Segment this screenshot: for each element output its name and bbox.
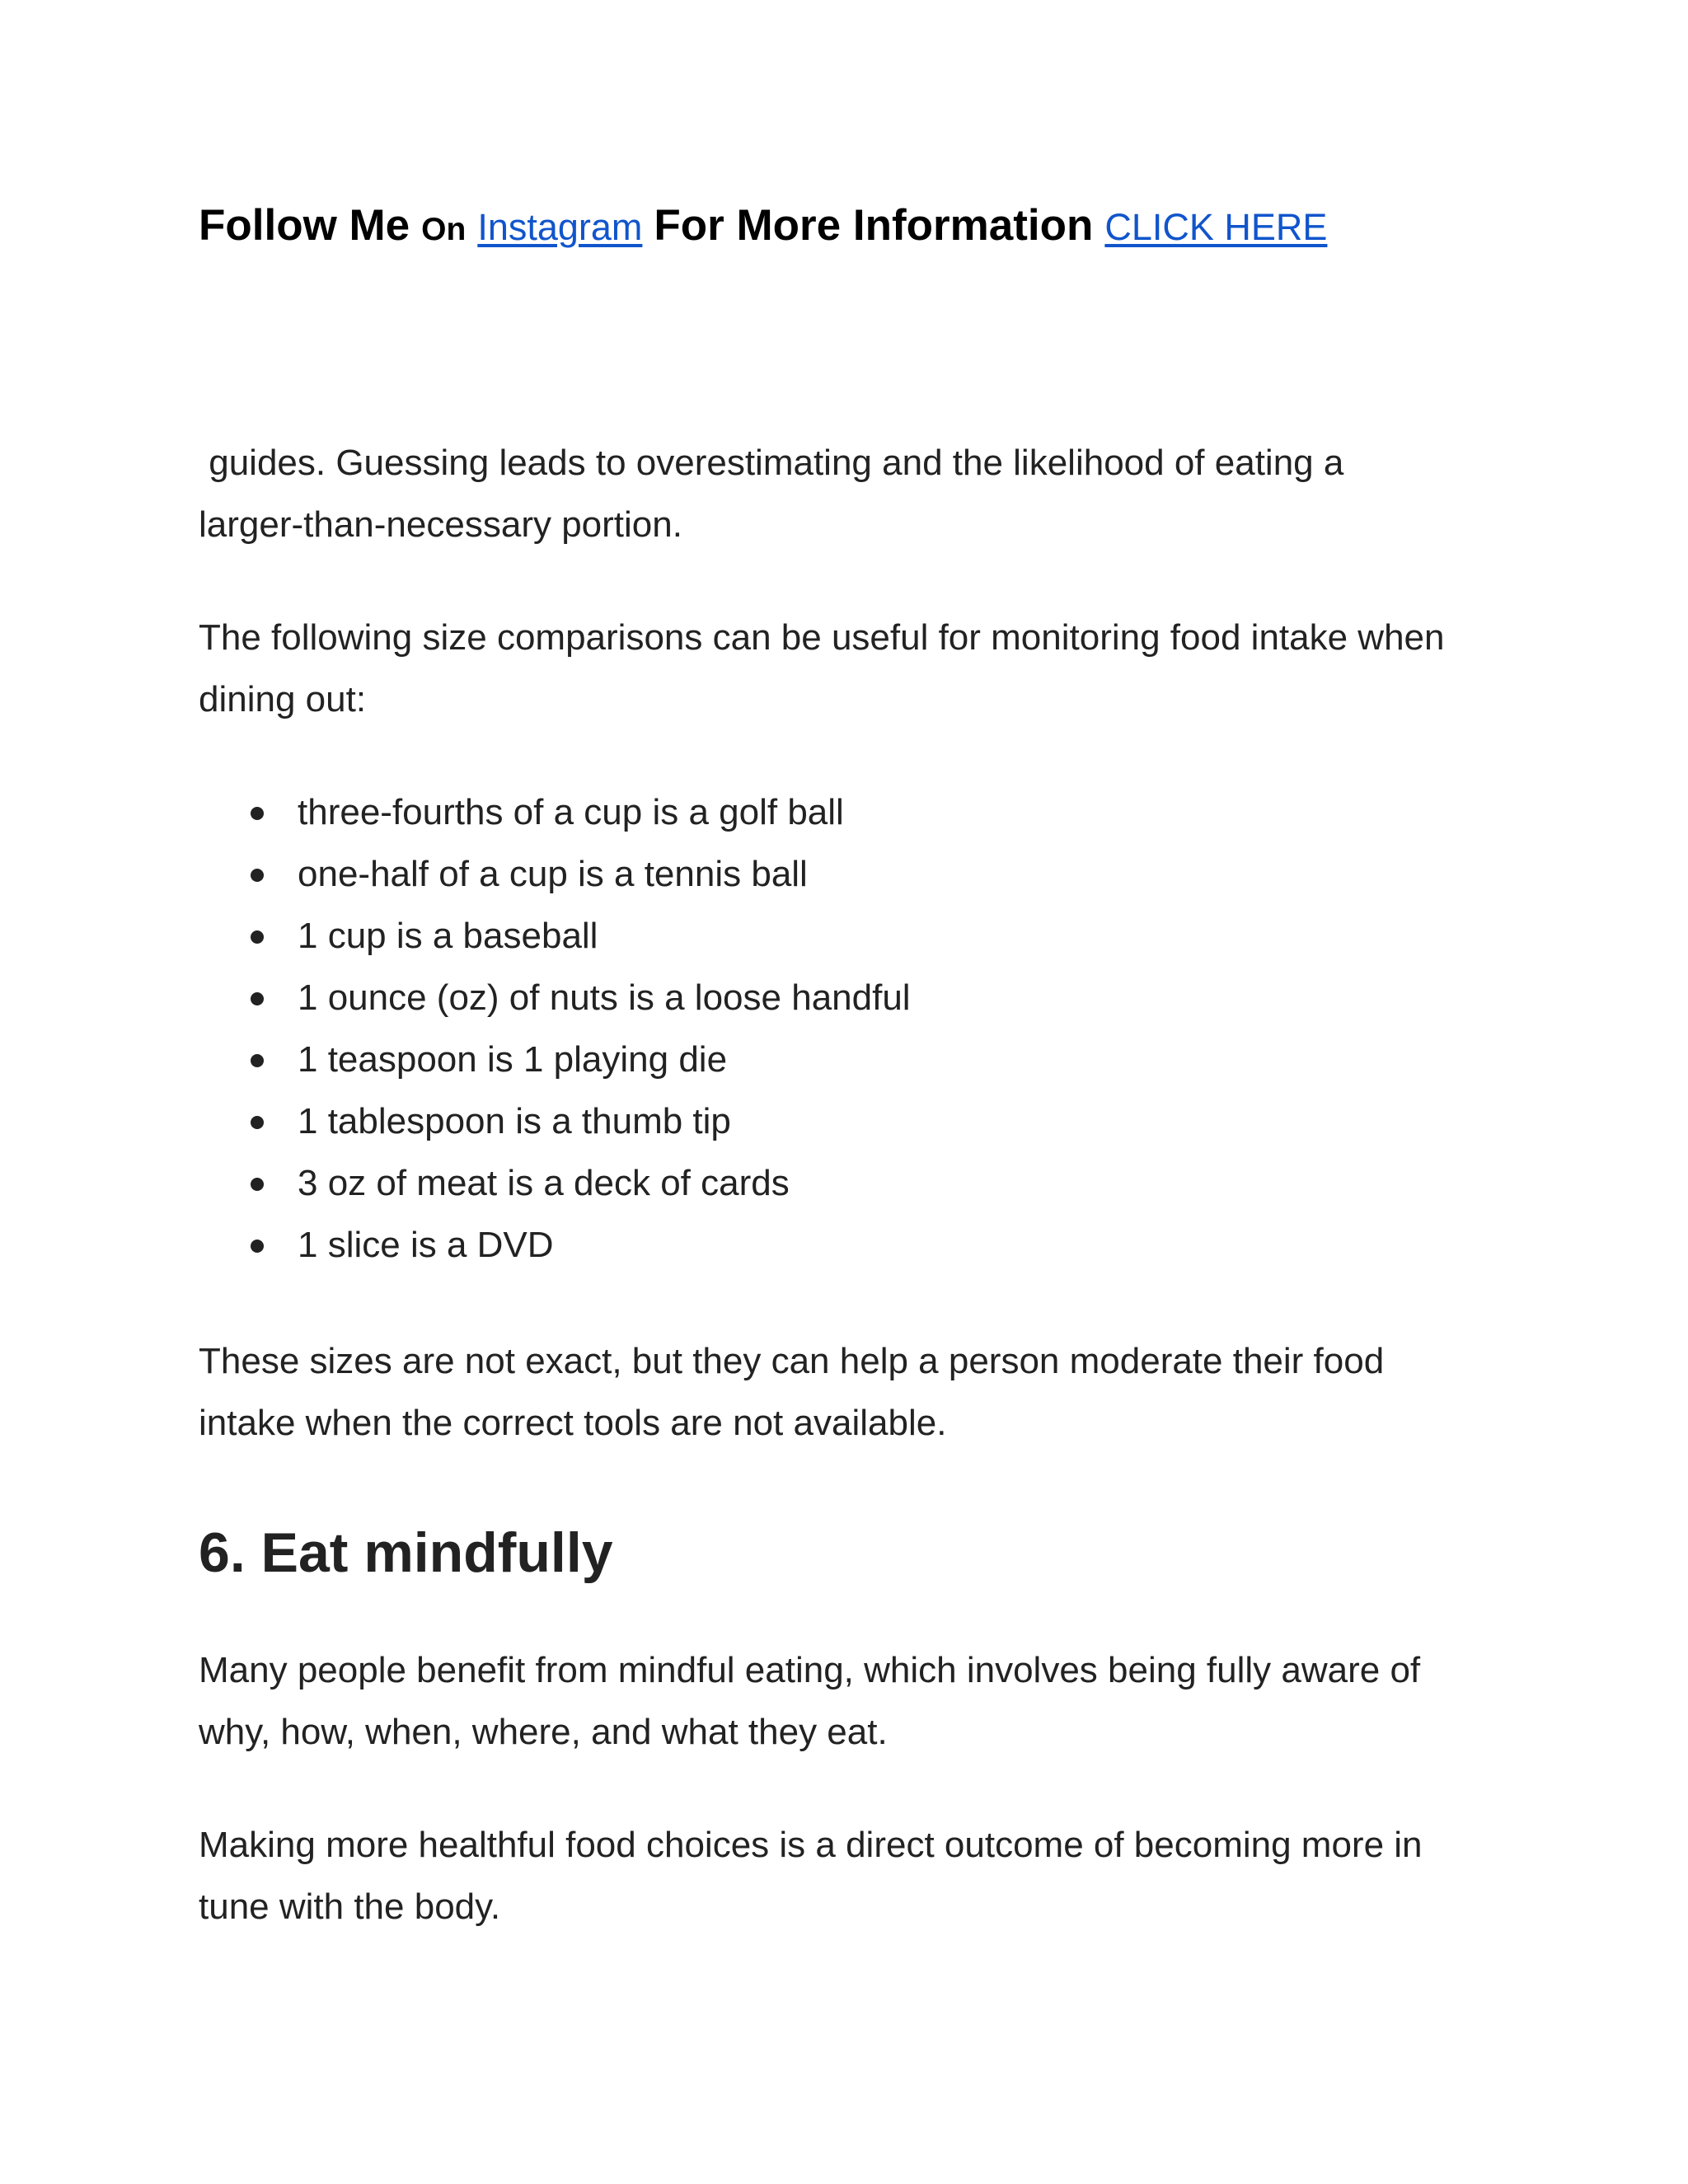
list-item: 1 ounce (oz) of nuts is a loose handful [199,967,1517,1029]
mindful-line-2: why, how, when, where, and what they eat. [199,1712,888,1752]
bullet-icon [251,1240,264,1253]
sizes-note-line-1: These sizes are not exact, but they can help a person moderate their food [199,1341,1385,1381]
size-comparison-list [199,781,1517,1276]
bullet-icon [251,1178,264,1191]
intro-paragraph [199,432,1517,555]
healthful-choices-paragraph [199,1814,1517,1938]
bullet-icon [251,1054,264,1067]
bullet-icon [251,807,264,820]
header-on: On [421,212,467,247]
list-item: one-half of a cup is a tennis ball [199,843,1517,905]
header-follow-me: Follow Me [199,201,410,250]
list-item: 1 cup is a baseball [199,905,1517,967]
healthful-line-1: Making more healthful food choices is a direct outcome of becoming more in [199,1825,1423,1865]
healthful-line-2: tune with the body. [199,1886,501,1927]
bullet-icon [251,992,264,1005]
bullet-icon [251,1116,264,1129]
promo-header [199,195,1327,267]
intro-line-2: larger-than-necessary portion. [199,504,682,545]
comparisons-intro-paragraph [199,607,1517,730]
article-body [199,432,1517,1938]
sizes-note-paragraph [199,1330,1517,1454]
intro-line-1: guides. Guessing leads to overestimating and the likelihood of eating a [199,443,1344,483]
list-item: 1 tablespoon is a thumb tip [199,1090,1517,1152]
list-item: 1 slice is a DVD [199,1214,1517,1276]
header-more-info: For More Information [654,201,1094,250]
comparisons-intro-line-1: The following size comparisons can be useful for monitoring food intake when [199,617,1445,658]
bullet-icon [251,869,264,882]
mindful-line-1: Many people benefit from mindful eating, which involves being fully aware of [199,1650,1421,1690]
list-item: 1 teaspoon is 1 playing die [199,1029,1517,1090]
list-item: 3 oz of meat is a deck of cards [199,1152,1517,1214]
list-item: three-fourths of a cup is a golf ball [199,781,1517,843]
mindful-eating-paragraph [199,1639,1517,1763]
instagram-link[interactable]: Instagram [477,206,643,248]
comparisons-intro-line-2: dining out: [199,679,367,719]
bullet-icon [251,930,264,944]
click-here-link[interactable]: CLICK HERE [1104,206,1328,248]
section-heading: 6. Eat mindfully [199,1521,613,1584]
sizes-note-line-2: intake when the correct tools are not available. [199,1403,947,1443]
